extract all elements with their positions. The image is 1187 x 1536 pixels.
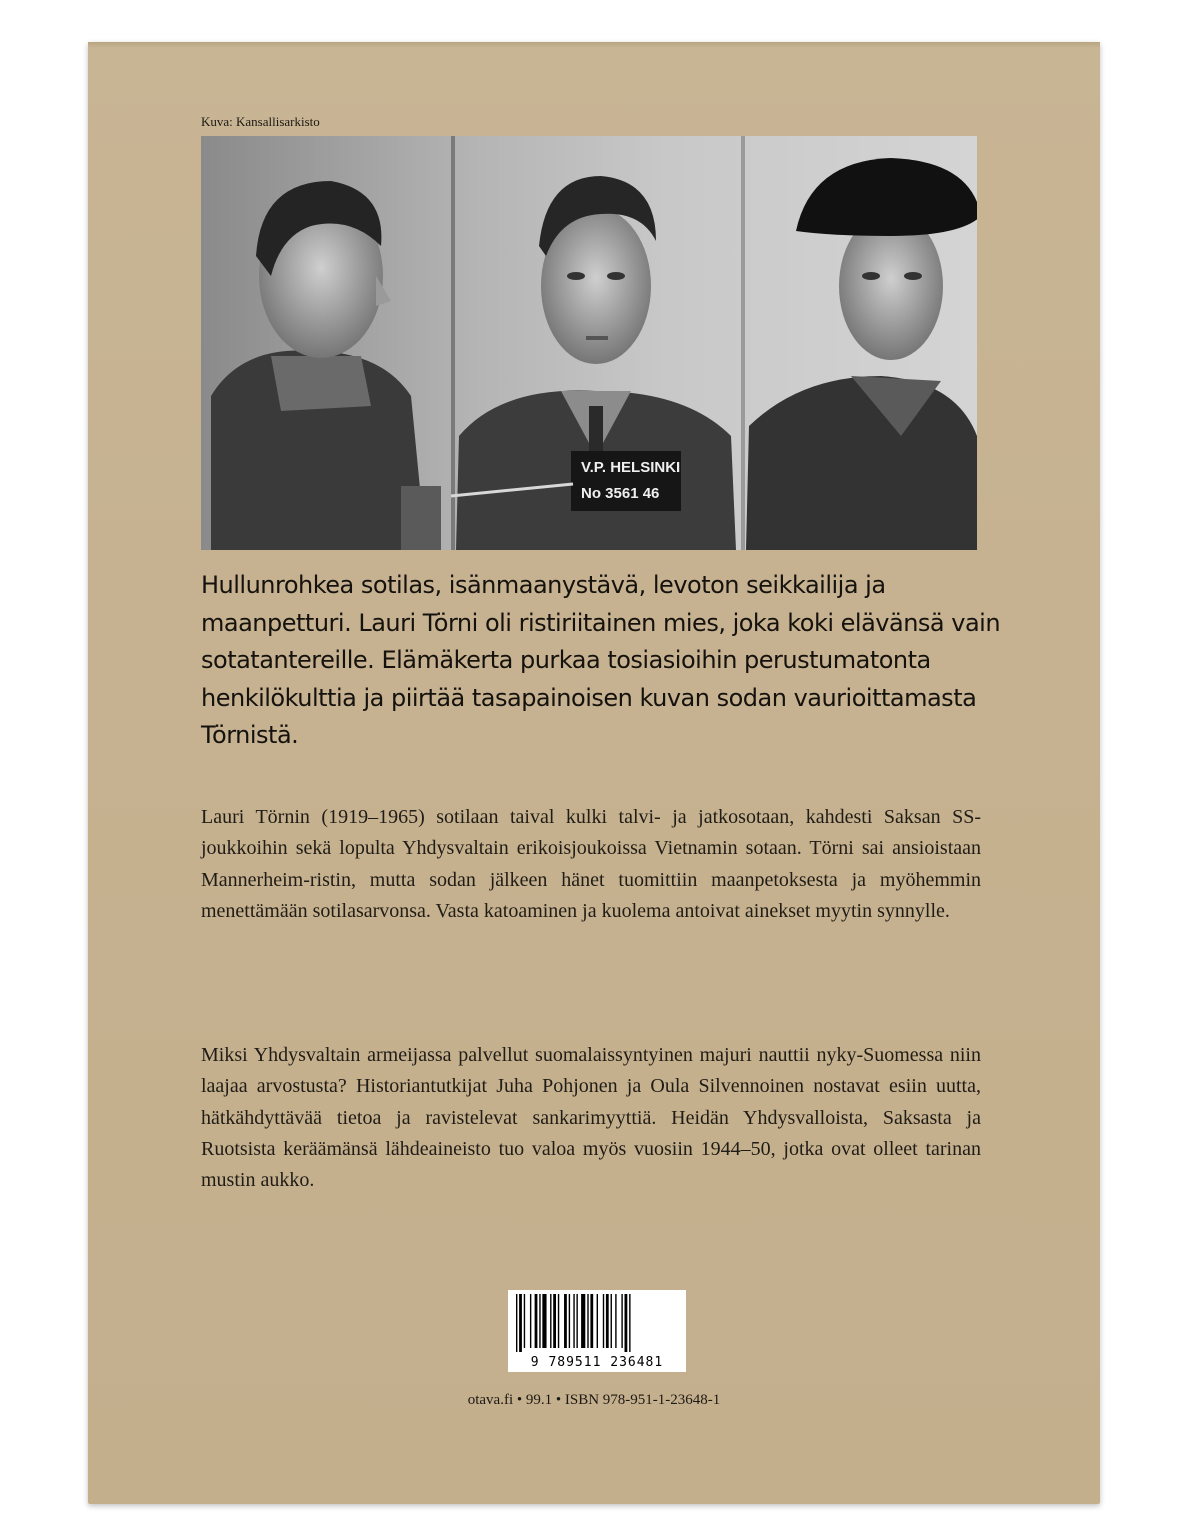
description-paragraph-2: Miksi Yhdysvaltain armeijassa palvellut suomalaissyntyinen majuri nauttii nyky-Suomessa niin laajaa arvostusta? Historiantutkijat Juha Pohjonen ja Oula Silvennoinen nostavat esiin uutta, hätkähdyttävää tietoa ja ravistelevat sankarimyyttiä. Heidän Yhdysvalloista, Saksasta ja Ruotsista keräämänsä lähdeaineisto tuo valoa myös vuosiin 1944–50, jotka ovat olleet tarinan mustin aukko. <box>201 1044 981 1192</box>
book-top-edge <box>88 42 1100 48</box>
book-back-cover <box>88 42 1100 1504</box>
lead-text: Hullunrohkea sotilas, isänmaanystävä, levoton seikkailija ja maanpetturi. Lauri Törni oli ristiriitainen mies, joka koki elävänsä vain sotatantereille. Elämäkerta purkaa tosiasioihin perustumatonta henkilökulttia ja piirtää tasapainoisen kuvan sodan vaurioittamasta Törnistä. <box>201 571 1001 749</box>
description-paragraph-1: Lauri Törnin (1919–1965) sotilaan taival kulki talvi- ja jatkosotaan, kahdesti Saksan SS-joukkoihin sekä lopulta Yhdysvaltain erikoisjoukoissa Vietnamin sotaan. Törni sai ansioistaan Mannerheim-ristin, mutta sodan jälkeen hänet tuomittiin maanpetoksesta ja myöhemmin menettämään sotilasarvonsa. Vasta katoaminen ja kuolema antoivat ainekset myytin synnylle. <box>201 806 981 922</box>
placard-line2: No 3561 46 <box>581 485 660 502</box>
photo-credit: Kuva: Kansallisarkisto <box>201 114 320 129</box>
barcode-digits: 9 789511 236481 <box>530 1355 664 1370</box>
placard-line1: V.P. HELSINKI <box>581 459 681 476</box>
barcode <box>508 1290 686 1372</box>
footer-isbn: otava.fi • 99.1 • ISBN 978-951-1-23648-1 <box>467 1392 721 1408</box>
mugshot-photo <box>201 136 977 550</box>
barcode-bars <box>508 1290 686 1352</box>
